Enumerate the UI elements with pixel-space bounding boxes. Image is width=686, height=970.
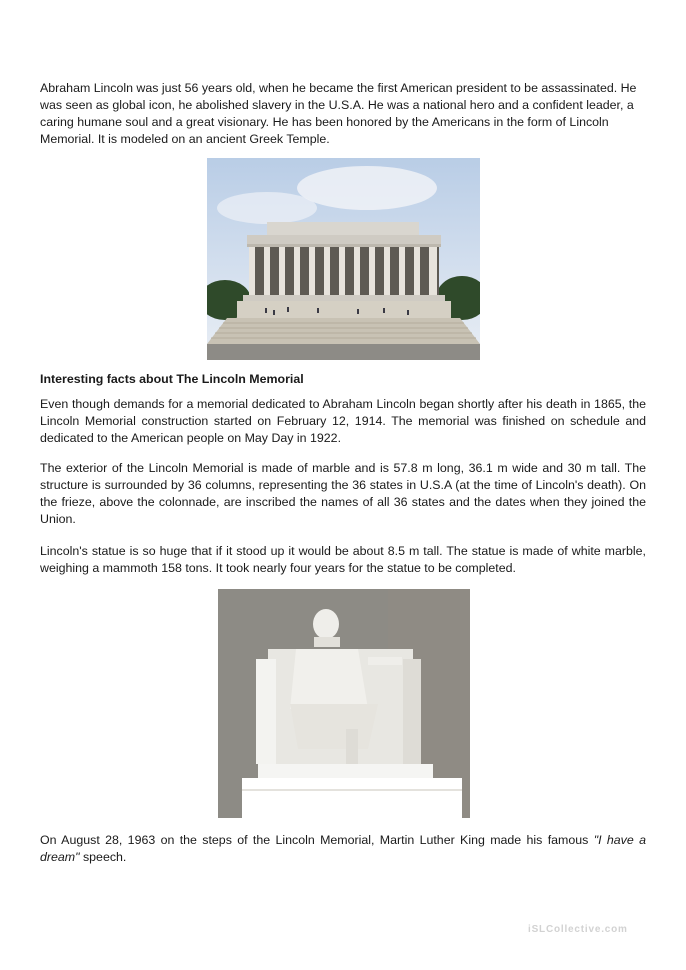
lincoln-memorial-photo	[207, 158, 480, 360]
lincoln-statue-photo	[218, 589, 470, 818]
paragraph-exterior: The exterior of the Lincoln Memorial is made of marble and is 57.8 m long, 36.1 m wide and 30 m tall. The structure is surrounded by 36 columns, representing the 36 states in U.S.A (at the time of Lincoln's death). On the frieze, above the colonnade, are inscribed the names of all 36 states and the dates when they joined the Union.	[40, 461, 646, 526]
mlk-text-end: speech.	[79, 850, 127, 864]
memorial-building-icon	[207, 158, 480, 360]
lincoln-statue-icon	[218, 589, 470, 818]
paragraph-mlk	[40, 832, 646, 866]
paragraph-construction: Even though demands for a memorial dedicated to Abraham Lincoln began shortly after his death in 1865, the Lincoln Memorial construction started on February 12, 1914. The memorial was finished on schedule and dedicated to the American people on May Day in 1922.	[40, 397, 646, 445]
mlk-text: On August 28, 1963 on the steps of the Lincoln Memorial, Martin Luther King made his famous	[40, 833, 594, 847]
dream-quote: "I have a dream"	[40, 833, 646, 864]
paragraph-statue: Lincoln's statue is so huge that if it stood up it would be about 8.5 m tall. The statue is made of white marble, weighing a mammoth 158 tons. It took nearly four years for the statue to be completed.	[40, 544, 646, 575]
facts-heading: Interesting facts about The Lincoln Memorial	[40, 372, 304, 386]
watermark-footer: iSLCollective.com	[528, 924, 628, 935]
intro-paragraph: Abraham Lincoln was just 56 years old, when he became the first American president to be assassinated. He was seen as global icon, he abolished slavery in the U.S.A. He was a national hero and a confident leader, a caring humane soul and a great visionary. He has been honored by the Americans in the form of Lincoln Memorial. It is modeled on an ancient Greek Temple.	[40, 81, 637, 146]
